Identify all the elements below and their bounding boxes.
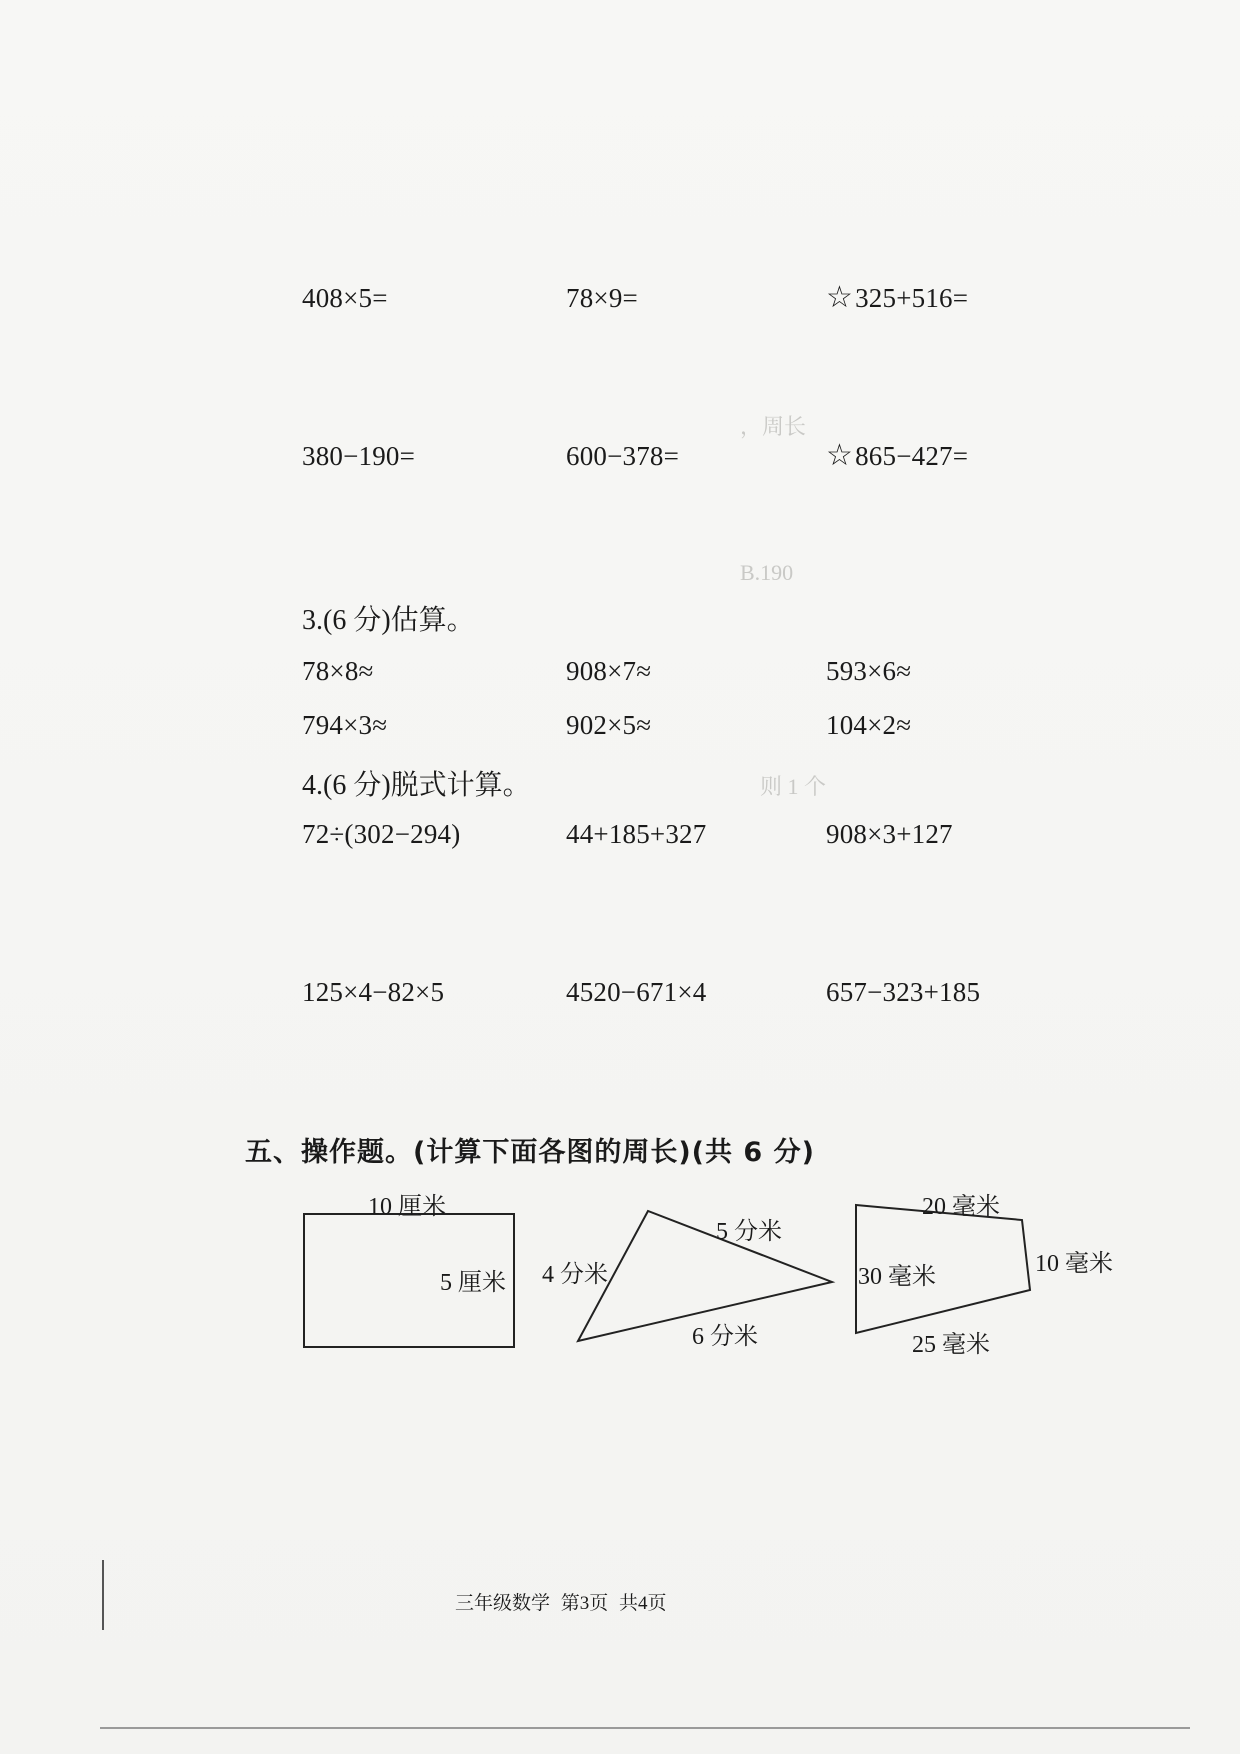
trapezoid-left-label: 30 毫米 (858, 1264, 936, 1290)
estimate-r1-c1: 78×8≈ (302, 656, 374, 686)
rectangle-top-label: 10 厘米 (368, 1194, 446, 1220)
bleed-through-text: ，周长 (740, 414, 807, 439)
calc-r2-c1: 380−190= (302, 441, 416, 471)
estimate-heading: 3.(6 分)估算。 (302, 605, 475, 636)
rectangle-side-label: 5 厘米 (440, 1270, 506, 1296)
step-r1-c1: 72÷(302−294) (302, 819, 461, 849)
star-icon: ☆ (826, 281, 854, 314)
step-r1-c2: 44+185+327 (566, 819, 707, 849)
bleed-through-text: B.190 (740, 560, 794, 585)
trapezoid-bottom-label: 25 毫米 (912, 1332, 990, 1358)
estimate-r1-c3: 593×6≈ (826, 656, 912, 686)
estimate-r2-c3: 104×2≈ (826, 710, 912, 740)
estimate-r2-c2: 902×5≈ (566, 710, 652, 740)
step-r2-c2: 4520−671×4 (566, 977, 707, 1007)
bleed-through-text: 则 1 个 (760, 774, 827, 799)
calc-r1-c3-text: 325+516= (855, 283, 969, 313)
triangle-left-label: 4 分米 (542, 1262, 608, 1288)
calc-r2-c2: 600−378= (566, 441, 680, 471)
calc-r2-c3-text: 865−427= (855, 441, 969, 471)
estimate-r2-c1: 794×3≈ (302, 710, 388, 740)
estimate-r1-c2: 908×7≈ (566, 656, 652, 686)
trapezoid-top-label: 20 毫米 (922, 1194, 1000, 1220)
triangle-top-label: 5 分米 (716, 1219, 782, 1245)
page-footer: 三年级数学 第3页 共4页 (455, 1593, 667, 1614)
step-r2-c3: 657−323+185 (826, 977, 981, 1007)
step-r2-c1: 125×4−82×5 (302, 977, 445, 1007)
trapezoid-right-label: 10 毫米 (1035, 1251, 1113, 1277)
step-calc-heading: 4.(6 分)脱式计算。 (302, 770, 531, 801)
calc-r1-c2: 78×9= (566, 283, 638, 313)
star-icon: ☆ (826, 439, 854, 472)
section5-title: 五、操作题。(计算下面各图的周长)(共 6 分) (245, 1137, 815, 1168)
step-r1-c3: 908×3+127 (826, 819, 953, 849)
calc-r1-c1: 408×5= (302, 283, 388, 313)
triangle-bottom-label: 6 分米 (692, 1324, 758, 1350)
